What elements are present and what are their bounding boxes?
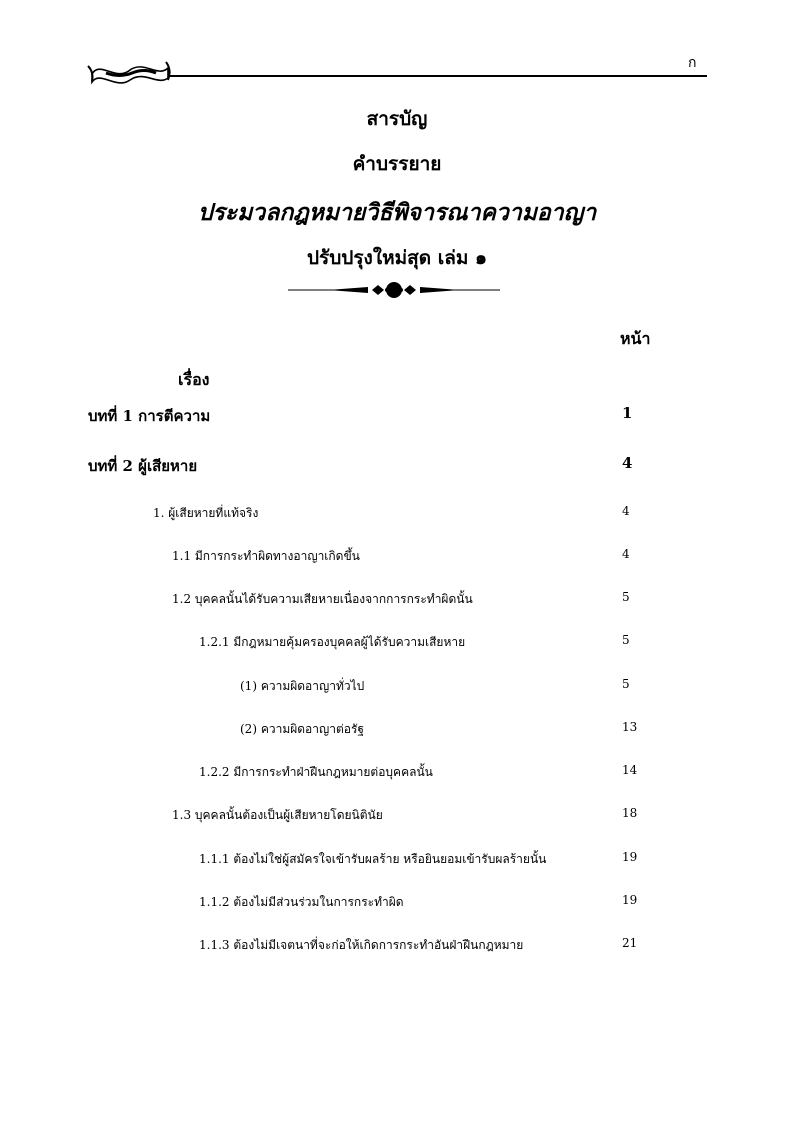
toc-entry-label: 1. ผู้เสียหายที่แท้จริง — [153, 506, 259, 520]
toc-entry — [0, 763, 794, 787]
toc-entry — [0, 893, 794, 917]
publisher-logo — [86, 52, 172, 88]
ornament-divider — [288, 280, 500, 300]
toc-entry-label: 1.3 บุคคลนั้นต้องเป็นผู้เสียหายโดยนิตินัย — [172, 808, 383, 822]
toc-entry — [0, 806, 794, 830]
toc-entry-page: 4 — [622, 504, 630, 518]
toc-entry-page: 5 — [622, 677, 630, 691]
toc-entry-label: 1.1.3 ต้องไม่มีเจตนาที่จะก่อให้เกิดการกระทำอันฝ่าฝืนกฎหมาย — [199, 938, 524, 952]
toc-entry-label: 1.2.2 มีการกระทำฝ่าฝืนกฎหมายต่อบุคคลนั้น — [199, 765, 433, 779]
title-contents: สารบัญ — [366, 108, 428, 130]
toc-entry-page: 18 — [622, 806, 638, 820]
title-lecture: คำบรรยาย — [352, 153, 442, 175]
title-book-name: ประมวลกฎหมายวิธีพิจารณาความอาญา — [197, 199, 597, 226]
toc-entry-label: 1.1 มีการกระทำผิดทางอาญาเกิดขึ้น — [172, 549, 360, 563]
toc-entry — [0, 504, 794, 528]
toc-entry-page: 19 — [622, 893, 638, 907]
toc-entry — [0, 454, 794, 478]
page-column-header: หน้า — [620, 329, 651, 348]
toc-entry-label: (1) ความผิดอาญาทั่วไป — [240, 679, 365, 693]
toc-entry-label: (2) ความผิดอาญาต่อรัฐ — [240, 722, 365, 736]
toc-entry-label: 1.1.2 ต้องไม่มีส่วนร่วมในการกระทำผิด — [199, 895, 404, 909]
toc-entry — [0, 590, 794, 614]
toc-entry — [0, 677, 794, 701]
toc-entry-page: 4 — [622, 454, 633, 472]
toc-entry — [0, 404, 794, 428]
toc-entry-page: 21 — [622, 936, 638, 950]
toc-entry-page: 5 — [622, 633, 630, 647]
toc-entry-label: บทที่ 2 ผู้เสียหาย — [88, 457, 198, 475]
toc-entry — [0, 633, 794, 657]
toc-entry-label: 1.2 บุคคลนั้นได้รับความเสียหายเนื่องจากการกระทำผิดนั้น — [172, 592, 473, 606]
topic-column-header: เรื่อง — [178, 370, 210, 389]
toc-entry-label: 1.1.1 ต้องไม่ใช่ผู้สมัครใจเข้ารับผลร้าย หรือยินยอมเข้ารับผลร้ายนั้น — [199, 852, 547, 866]
toc-entry-page: 1 — [622, 404, 633, 422]
toc-entry-page: 4 — [622, 547, 630, 561]
header-rule — [168, 75, 707, 77]
page-number: ก — [688, 55, 697, 71]
toc-entry-label: บทที่ 1 การตีความ — [88, 407, 211, 425]
toc-entry-label: 1.2.1 มีกฎหมายคุ้มครองบุคคลผู้ได้รับความเสียหาย — [199, 635, 466, 649]
toc-entry — [0, 850, 794, 874]
title-edition: ปรับปรุงใหม่สุด เล่ม ๑ — [306, 247, 488, 269]
toc-entry — [0, 547, 794, 571]
toc-entry — [0, 936, 794, 960]
toc-entry-page: 14 — [622, 763, 638, 777]
toc-entry — [0, 720, 794, 744]
toc-entry-page: 13 — [622, 720, 638, 734]
toc-entry-page: 5 — [622, 590, 630, 604]
toc-entry-page: 19 — [622, 850, 638, 864]
